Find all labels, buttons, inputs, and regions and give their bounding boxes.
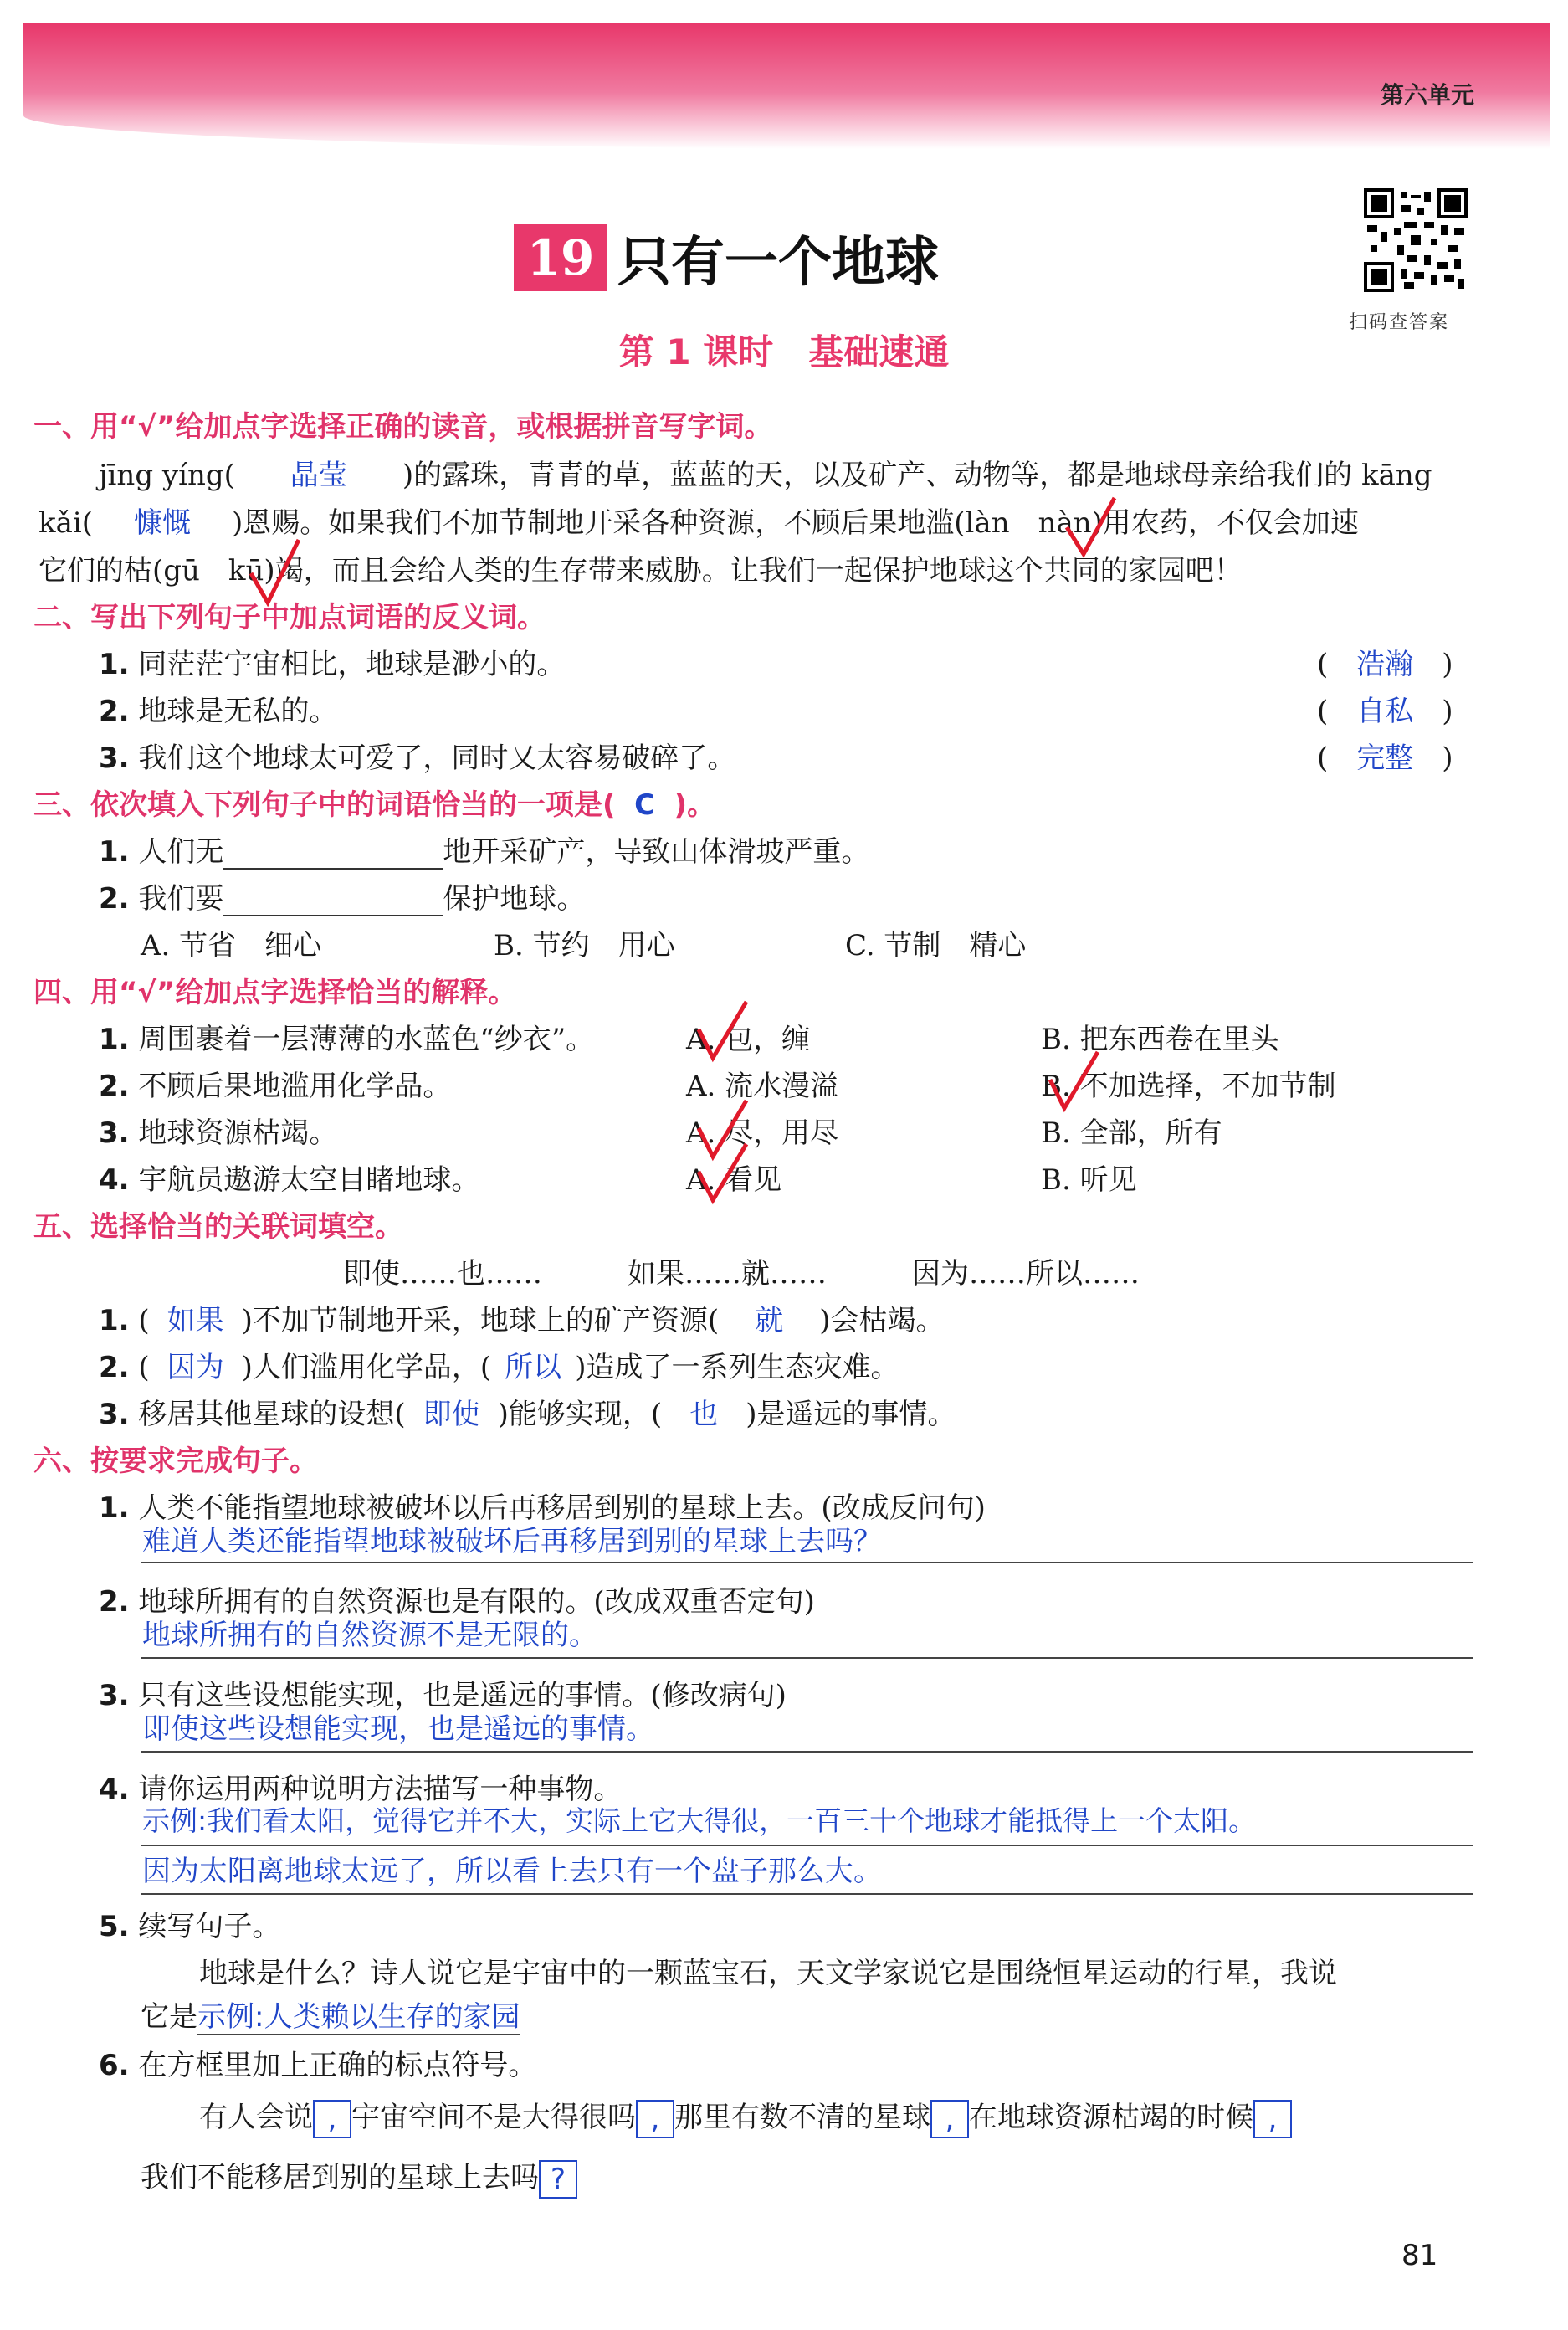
s6-q6-text: 在地球资源枯竭的时候 — [969, 2101, 1253, 2134]
item-number: 4. — [99, 1163, 130, 1197]
s4-item-3-b: B. 全部，所有 — [1041, 1116, 1222, 1150]
item-number: 1. — [99, 1491, 130, 1525]
section-5-heading: 五、选择恰当的关联词填空。 — [33, 1210, 403, 1244]
punctuation-box: , — [930, 2100, 969, 2138]
s4-item-3-a: A. 尽，用尽 — [686, 1116, 839, 1150]
item-number: 3. — [99, 1116, 130, 1150]
section-3-heading — [33, 782, 715, 823]
s3-option-c: C. 节制 精心 — [845, 929, 1027, 962]
s4-item-4-a: A. 看见 — [686, 1163, 782, 1197]
item-number: 3. — [99, 1398, 130, 1431]
s5-text: )会枯竭。 — [819, 1304, 945, 1337]
item-text: 同茫茫宇宙相比，地球是渺小的。 — [138, 648, 566, 681]
lesson-number: 19 — [514, 224, 607, 291]
s5-text: )人们滥用化学品，( — [241, 1351, 492, 1384]
s5-q1 — [99, 1297, 944, 1338]
answer-line — [141, 1845, 1473, 1846]
s4-item-3 — [99, 1110, 337, 1151]
answer-line — [141, 1893, 1473, 1895]
s1-line-2 — [38, 500, 1359, 541]
unit-label: 第六单元 — [1380, 81, 1474, 109]
s5-q2 — [99, 1344, 899, 1385]
item-number: 1. — [99, 835, 130, 869]
s5-text: 移居其他星球的设想( — [138, 1398, 406, 1431]
s2-item-3 — [99, 735, 735, 776]
s3-heading-text: 三、依次填入下列句子中的词语恰当的一项是( — [33, 788, 616, 822]
item-text: 在方框里加上正确的标点符号。 — [138, 2049, 537, 2082]
item-number: 2. — [99, 695, 130, 728]
s6-q4-answer-2: 因为太阳离地球太远了，所以看上去只有一个盘子那么大。 — [142, 1855, 882, 1888]
section-4-heading: 四、用“√”给加点字选择恰当的解释。 — [33, 976, 517, 1009]
s4-item-4 — [99, 1157, 479, 1198]
item-number: 2. — [99, 1070, 130, 1103]
s3-q2-b: 保护地球。 — [443, 882, 586, 916]
blank-line — [223, 886, 443, 916]
s2-answer-3: 完整 — [1356, 742, 1414, 775]
s6-q6-text: 我们不能移居到别的星球上去吗 — [141, 2161, 539, 2194]
item-number: 3. — [99, 1679, 130, 1712]
check-mark-icon — [694, 1140, 753, 1207]
s6-q6-line-2 — [141, 2154, 577, 2199]
answer-line — [141, 1751, 1473, 1753]
item-number: 2. — [99, 882, 130, 916]
qr-code-icon — [1364, 188, 1468, 292]
check-mark-icon — [247, 536, 305, 611]
punctuation-box: , — [636, 2100, 674, 2138]
check-mark-icon — [694, 998, 753, 1065]
s3-q2-a: 我们要 — [138, 882, 224, 916]
item-number: 2. — [99, 1585, 130, 1619]
item-text: 人类不能指望地球被破坏以后再移居到别的星球上去。(改成反问句) — [138, 1491, 986, 1525]
s6-q4-answer-1: 示例:我们看太阳，觉得它并不大，实际上它大得很，一百三十个地球才能抵得上一个太阳。 — [142, 1804, 1257, 1837]
s3-option-a: A. 节省 细心 — [141, 929, 322, 962]
s5-q2-answer-2: 所以 — [505, 1351, 562, 1384]
check-mark-icon — [1063, 494, 1121, 561]
section-6-heading: 六、按要求完成句子。 — [33, 1445, 318, 1478]
s6-q6-text: 宇宙空间不是大得很吗 — [351, 2101, 636, 2134]
section-1-heading: 一、用“√”给加点字选择正确的读音，或根据拼音写字词。 — [33, 410, 773, 444]
item-number: 6. — [99, 2049, 130, 2082]
s4-item-1 — [99, 1016, 594, 1057]
s5-q2-answer-1: 因为 — [167, 1351, 224, 1384]
s1-text: )恩赐。如果我们不加节制地开采各种资源，不顾后果地滥(làn nàn)用农药，不仅会加速 — [232, 506, 1359, 540]
page-title: 只有一个地球 — [617, 231, 939, 294]
s5-q3-answer-2: 也 — [689, 1398, 719, 1431]
s4-item-1-b: B. 把东西卷在里头 — [1041, 1023, 1279, 1056]
s5-options: 即使……也…… 如果……就…… 因为……所以…… — [343, 1257, 1140, 1291]
s3-answer: C — [634, 788, 656, 822]
s2-answer-3-line: ( 完整 ) — [1317, 742, 1453, 775]
item-text: 地球是无私的。 — [138, 695, 338, 728]
item-text: 宇航员遨游太空目睹地球。 — [138, 1163, 480, 1197]
s2-item-2 — [99, 688, 337, 729]
item-text: 续写句子。 — [138, 1910, 281, 1943]
s4-item-2 — [99, 1063, 451, 1104]
s6-q6-text: 有人会说 — [199, 2101, 313, 2134]
item-number: 4. — [99, 1773, 130, 1806]
s5-text: )是遥远的事情。 — [746, 1398, 956, 1431]
header-banner — [23, 23, 1550, 149]
item-text: 不顾后果地滥用化学品。 — [138, 1070, 452, 1103]
s6-q5-body-1: 地球是什么？诗人说它是宇宙中的一颗蓝宝石，天文学家说它是围绕恒星运动的行星，我说 — [199, 1957, 1337, 1990]
s5-q1-answer-1: 如果 — [167, 1304, 224, 1337]
s3-option-b: B. 节约 用心 — [494, 929, 675, 962]
item-number: 2. — [99, 1351, 130, 1384]
qr-caption: 扫码查答案 — [1349, 312, 1450, 333]
item-text: 我们这个地球太可爱了，同时又太容易破碎了。 — [138, 742, 736, 775]
s5-text: )不加节制地开采，地球上的矿产资源( — [241, 1304, 720, 1337]
check-mark-icon — [1046, 1048, 1104, 1115]
s6-q5 — [99, 1903, 280, 1944]
s3-q1 — [99, 829, 869, 870]
punctuation-box: ? — [539, 2160, 577, 2199]
page-number: 81 — [1401, 2239, 1438, 2272]
s6-q2-answer: 地球所拥有的自然资源不是无限的。 — [142, 1619, 597, 1652]
s1-line-3: 它们的枯(gū kū)竭，而且会给人类的生存带来威胁。让我们一起保护地球这个共同的家园吧！ — [38, 554, 1243, 588]
item-number: 1. — [99, 1023, 130, 1056]
s5-text: )能够实现，( — [497, 1398, 663, 1431]
s6-q3-answer: 即使这些设想能实现，也是遥远的事情。 — [142, 1712, 654, 1746]
s4-item-4-b: B. 听见 — [1041, 1163, 1137, 1197]
s6-q1-answer: 难道人类还能指望地球被破坏后再移居到别的星球上去吗？ — [142, 1525, 882, 1558]
s2-item-1 — [99, 641, 565, 682]
s1-line-1 — [99, 452, 1432, 493]
s4-item-1-a: A. 包，缠 — [686, 1023, 811, 1056]
s6-q6-line-1 — [199, 2094, 1292, 2138]
s2-answer-1-line: ( 浩瀚 ) — [1317, 648, 1453, 681]
item-number: 3. — [99, 742, 130, 775]
s3-q2 — [99, 875, 585, 916]
s1-answer-1: 晶莹 — [290, 459, 347, 492]
s6-q6 — [99, 2042, 536, 2083]
item-number: 1. — [99, 648, 130, 681]
item-text: 请你运用两种说明方法描写一种事物。 — [138, 1773, 623, 1806]
s1-text: jīng yíng( — [99, 459, 235, 492]
answer-line — [141, 1562, 1473, 1563]
s1-answer-2: 慷慨 — [134, 506, 192, 540]
s6-q5-text: 它是 — [141, 2000, 197, 2034]
s4-item-2-a: A. 流水漫溢 — [686, 1070, 839, 1103]
s3-q1-b: 地开采矿产，导致山体滑坡严重。 — [443, 835, 870, 869]
s3-heading-end: )。 — [674, 788, 716, 822]
item-text: 只有这些设想能实现，也是遥远的事情。(修改病句) — [138, 1679, 787, 1712]
s2-answer-2: 自私 — [1356, 695, 1414, 728]
s5-q3-answer-1: 即使 — [423, 1398, 480, 1431]
s6-q6-text: 那里有数不清的星球 — [674, 2101, 930, 2134]
answer-line — [141, 1657, 1473, 1659]
blank-line — [223, 839, 443, 870]
s5-q3 — [99, 1391, 956, 1432]
punctuation-box: , — [1253, 2100, 1292, 2138]
section-2-heading: 二、写出下列句子中加点词语的反义词。 — [33, 601, 546, 634]
s5-q1-answer-2: 就 — [755, 1304, 784, 1337]
s2-answer-2-line: ( 自私 ) — [1317, 695, 1453, 728]
s6-q5-answer: 示例:人类赖以生存的家园 — [197, 2000, 520, 2034]
s1-text: )的露珠，青青的草，蓝蓝的天，以及矿产、动物等，都是地球母亲给我们的 kāng — [402, 459, 1432, 492]
punctuation-box: , — [313, 2100, 351, 2138]
lesson-subtitle: 第 1 课时 基础速通 — [618, 331, 950, 372]
s5-text: )造成了一系列生态灾难。 — [575, 1351, 899, 1384]
s1-text: kǎi( — [38, 506, 94, 540]
item-text: 地球资源枯竭。 — [138, 1116, 338, 1150]
s4-item-2-b: B. 不加选择，不加节制 — [1041, 1070, 1336, 1103]
item-text: 地球所拥有的自然资源也是有限的。(改成双重否定句) — [138, 1585, 815, 1619]
s5-text: ( — [138, 1304, 150, 1337]
s2-answer-1: 浩瀚 — [1356, 648, 1414, 681]
s3-q1-a: 人们无 — [138, 835, 224, 869]
item-number: 5. — [99, 1910, 130, 1943]
s5-text: ( — [138, 1351, 150, 1384]
s6-q5-body-2 — [141, 1994, 520, 2035]
item-number: 1. — [99, 1304, 130, 1337]
item-text: 周围裹着一层薄薄的水蓝色“纱衣”。 — [138, 1023, 595, 1056]
